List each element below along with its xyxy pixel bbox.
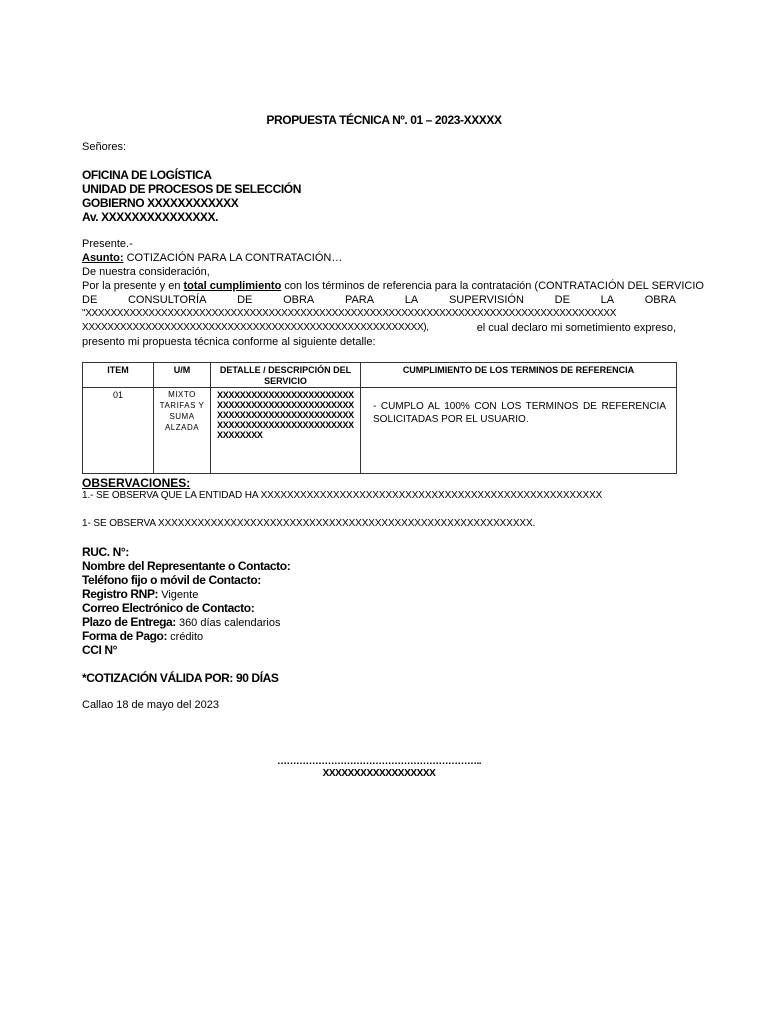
body-text: con los términos de referencia para la contratación (CONTRATACIÓN DEL SERVICIO [281, 280, 704, 292]
body-line-3: "XXXXXXXXXXXXXXXXXXXXXXXXXXXXXXXXXXXXXXXXXXXXXXXXXXXXXXXXXXXXXXXXXXXXXXXXXXXXXXXXXXXX [82, 308, 617, 319]
cell-cumplimiento: - CUMPLO AL 100% CON LOS TERMINOS DE REFERENCIA SOLICITADAS POR EL USUARIO. [361, 388, 677, 474]
pago-line [82, 629, 203, 643]
table-row [83, 388, 677, 474]
addressee-office: OFICINA DE LOGÍSTICA [82, 168, 212, 182]
correo-label: Correo Electrónico de Contacto: [82, 601, 255, 615]
greeting: De nuestra consideración, [82, 266, 210, 278]
validity-note: *COTIZACIÓN VÁLIDA POR: 90 DÍAS [82, 671, 279, 685]
rnp-line [82, 587, 198, 601]
presente-line: Presente.- [82, 238, 133, 250]
signature-line: ……………………………………………………….. [276, 756, 482, 767]
body-word: LA [404, 294, 419, 306]
cell-item: 01 [83, 388, 154, 474]
body-word: LA [600, 294, 615, 306]
pago-label: Forma de Pago: [82, 629, 168, 643]
plazo-value: 360 días calendarios [175, 617, 281, 629]
body-line-2 [82, 294, 676, 306]
body-word: PARA [344, 294, 375, 306]
plazo-label: Plazo de Entrega: [82, 615, 176, 629]
header-item: ITEM [83, 363, 154, 388]
document-title: PROPUESTA TÉCNICA Nº. 01 – 2023-XXXXX [266, 113, 502, 127]
asunto-text: COTIZACIÓN PARA LA CONTRATACIÓN… [123, 252, 343, 264]
table-header-row [83, 363, 677, 388]
ruc-label: RUC. N°: [82, 545, 129, 559]
body-placeholder: XXXXXXXXXXXXXXXXXXXXXXXXXXXXXXXXXXXXXXXXXXXXXXXXXXXXXX), [82, 322, 429, 333]
body-line-5: presento mi propuesta técnica conforme al siguiente detalle: [82, 336, 376, 348]
header-cumplimiento: CUMPLIMIENTO DE LOS TERMINOS DE REFERENCIA [361, 363, 677, 388]
service-table [82, 362, 677, 474]
addressee-government: GOBIERNO XXXXXXXXXXXX [82, 196, 239, 210]
asunto-line [82, 252, 342, 264]
asunto-label: Asunto: [82, 252, 124, 264]
body-word: OBRA [644, 294, 676, 306]
body-word: CONSULTORÍA [127, 294, 207, 306]
body-word: DE [237, 294, 253, 306]
header-um: U/M [154, 363, 211, 388]
rnp-label: Registro RNP: [82, 587, 159, 601]
signature-name: XXXXXXXXXXXXXXXXXX [322, 768, 436, 779]
body-word: OBRA [283, 294, 315, 306]
cell-um: MIXTO TARIFAS Y SUMA ALZADA [154, 388, 211, 474]
body-line-4 [82, 322, 676, 334]
body-text: Por la presente y en [82, 280, 184, 292]
place-date: Callao 18 de mayo del 2023 [82, 699, 219, 711]
addressee-unit: UNIDAD DE PROCESOS DE SELECCIÓN [82, 182, 301, 196]
body-word: DE [82, 294, 98, 306]
plazo-line [82, 615, 280, 629]
salutation: Señores: [82, 141, 127, 153]
rnp-value: Vigente [158, 589, 199, 601]
cell-detalle: XXXXXXXXXXXXXXXXXXXXXXXXXXXXXXXXXXXXXXXXXXXXXXXXXXXXXXXXXXXXXXXXXXXXXXXXXXXXXXXXXXXXXXXXXXXXXXXXXXXXXXXX [211, 388, 361, 474]
header-detalle: DETALLE / DESCRIPCIÓN DEL SERVICIO [211, 363, 361, 388]
body-word: SUPERVISIÓN [448, 294, 524, 306]
observacion-1: 1.- SE OBSERVA QUE LA ENTIDAD HA XXXXXXXXXXXXXXXXXXXXXXXXXXXXXXXXXXXXXXXXXXXXXXXXXXXX [82, 490, 603, 501]
observacion-2: 1- SE OBSERVA XXXXXXXXXXXXXXXXXXXXXXXXXXXXXXXXXXXXXXXXXXXXXXXXXXXXXXXXX. [82, 518, 536, 529]
representante-label: Nombre del Representante o Contacto: [82, 559, 291, 573]
addressee-address: Av. XXXXXXXXXXXXXXX. [82, 210, 219, 224]
pago-value: crédito [167, 631, 204, 643]
body-line-1 [82, 280, 704, 292]
telefono-label: Teléfono fijo o móvil de Contacto: [82, 573, 261, 587]
observaciones-title: OBSERVACIONES: [82, 476, 191, 490]
body-emphasis: total cumplimiento [183, 280, 282, 292]
body-word: DE [554, 294, 570, 306]
body-text: el cual declaro mi sometimiento expreso, [476, 322, 676, 334]
cci-label: CCI N° [82, 643, 118, 657]
